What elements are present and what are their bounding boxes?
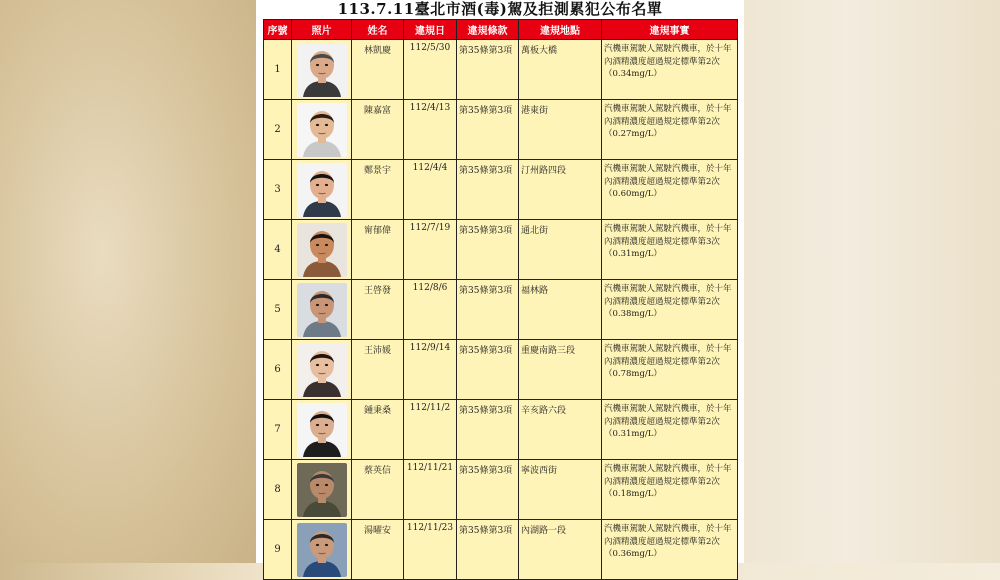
row-fact: 汽機車駕駛人駕駛汽機車，於十年內酒精濃度超過規定標準第2次（0.36mg/L） bbox=[602, 520, 738, 580]
row-seq: 3 bbox=[264, 160, 292, 220]
row-name: 陳嘉富 bbox=[352, 100, 404, 160]
portrait-photo bbox=[297, 43, 347, 97]
header-name: 姓名 bbox=[352, 20, 404, 40]
page-title: 113.7.11臺北市酒(毒)駕及拒測累犯公布名單 bbox=[337, 0, 663, 18]
row-article: 第35條第3項 bbox=[457, 280, 519, 340]
row-seq: 8 bbox=[264, 460, 292, 520]
offender-table bbox=[263, 19, 738, 580]
row-article: 第35條第3項 bbox=[457, 400, 519, 460]
row-fact: 汽機車駕駛人駕駛汽機車，於十年內酒精濃度超過規定標準第2次（0.27mg/L） bbox=[602, 100, 738, 160]
table-row bbox=[264, 280, 738, 340]
row-location: 汀州路四段 bbox=[519, 160, 602, 220]
portrait-photo bbox=[297, 103, 347, 157]
row-article: 第35條第3項 bbox=[457, 220, 519, 280]
table-row bbox=[264, 100, 738, 160]
row-date: 112/4/13 bbox=[404, 100, 457, 160]
row-name: 鄭景宇 bbox=[352, 160, 404, 220]
table-header-row bbox=[264, 20, 738, 40]
row-seq: 9 bbox=[264, 520, 292, 580]
row-photo bbox=[292, 100, 352, 160]
row-article: 第35條第3項 bbox=[457, 340, 519, 400]
row-article: 第35條第3項 bbox=[457, 160, 519, 220]
row-fact: 汽機車駕駛人駕駛汽機車，於十年內酒精濃度超過規定標準第2次（0.60mg/L） bbox=[602, 160, 738, 220]
row-fact: 汽機車駕駛人駕駛汽機車，於十年內酒精濃度超過規定標準第2次（0.38mg/L） bbox=[602, 280, 738, 340]
row-seq: 6 bbox=[264, 340, 292, 400]
row-location: 辛亥路六段 bbox=[519, 400, 602, 460]
table-row bbox=[264, 460, 738, 520]
row-photo bbox=[292, 400, 352, 460]
row-location: 重慶南路三段 bbox=[519, 340, 602, 400]
row-location: 內湖路一段 bbox=[519, 520, 602, 580]
row-name: 湯曜安 bbox=[352, 520, 404, 580]
row-article: 第35條第3項 bbox=[457, 40, 519, 100]
row-photo bbox=[292, 280, 352, 340]
header-seq: 序號 bbox=[264, 20, 292, 40]
table-row bbox=[264, 40, 738, 100]
header-article: 違規條款 bbox=[457, 20, 519, 40]
row-date: 112/5/30 bbox=[404, 40, 457, 100]
row-fact: 汽機車駕駛人駕駛汽機車，於十年內酒精濃度超過規定標準第2次（0.78mg/L） bbox=[602, 340, 738, 400]
row-photo bbox=[292, 40, 352, 100]
offender-list-sheet bbox=[256, 0, 744, 563]
row-fact: 汽機車駕駛人駕駛汽機車，於十年內酒精濃度超過規定標準第2次（0.31mg/L） bbox=[602, 400, 738, 460]
row-fact: 汽機車駕駛人駕駛汽機車，於十年內酒精濃度超過規定標準第3次（0.31mg/L） bbox=[602, 220, 738, 280]
row-date: 112/11/21 bbox=[404, 460, 457, 520]
portrait-photo bbox=[297, 223, 347, 277]
row-date: 112/9/14 bbox=[404, 340, 457, 400]
row-date: 112/8/6 bbox=[404, 280, 457, 340]
row-photo bbox=[292, 220, 352, 280]
table-row bbox=[264, 520, 738, 580]
row-date: 112/11/23 bbox=[404, 520, 457, 580]
row-date: 112/11/2 bbox=[404, 400, 457, 460]
blurred-background-right bbox=[744, 0, 1000, 563]
row-seq: 7 bbox=[264, 400, 292, 460]
row-location: 萬板大橋 bbox=[519, 40, 602, 100]
row-article: 第35條第3項 bbox=[457, 100, 519, 160]
row-seq: 5 bbox=[264, 280, 292, 340]
table-row bbox=[264, 340, 738, 400]
portrait-photo bbox=[297, 163, 347, 217]
row-photo bbox=[292, 460, 352, 520]
row-seq: 2 bbox=[264, 100, 292, 160]
row-date: 112/7/19 bbox=[404, 220, 457, 280]
row-location: 福林路 bbox=[519, 280, 602, 340]
header-fact: 違規事實 bbox=[602, 20, 738, 40]
row-name: 蔡英信 bbox=[352, 460, 404, 520]
row-photo bbox=[292, 340, 352, 400]
row-name: 林凱慶 bbox=[352, 40, 404, 100]
row-location: 通北街 bbox=[519, 220, 602, 280]
row-photo bbox=[292, 160, 352, 220]
header-photo: 照片 bbox=[292, 20, 352, 40]
row-date: 112/4/4 bbox=[404, 160, 457, 220]
row-name: 甯郁偉 bbox=[352, 220, 404, 280]
portrait-photo bbox=[297, 523, 347, 577]
row-photo bbox=[292, 520, 352, 580]
row-name: 王沛媛 bbox=[352, 340, 404, 400]
row-article: 第35條第3項 bbox=[457, 460, 519, 520]
portrait-photo bbox=[297, 283, 347, 337]
table-row bbox=[264, 160, 738, 220]
row-location: 寧波西街 bbox=[519, 460, 602, 520]
header-date: 違規日 bbox=[404, 20, 457, 40]
portrait-photo bbox=[297, 463, 347, 517]
blurred-background-left bbox=[0, 0, 256, 563]
header-location: 違規地點 bbox=[519, 20, 602, 40]
row-fact: 汽機車駕駛人駕駛汽機車，於十年內酒精濃度超過規定標準第2次（0.18mg/L） bbox=[602, 460, 738, 520]
row-seq: 4 bbox=[264, 220, 292, 280]
row-article: 第35條第3項 bbox=[457, 520, 519, 580]
table-row bbox=[264, 220, 738, 280]
portrait-photo bbox=[297, 343, 347, 397]
table-row bbox=[264, 400, 738, 460]
row-location: 港東街 bbox=[519, 100, 602, 160]
row-seq: 1 bbox=[264, 40, 292, 100]
row-name: 鍾秉桑 bbox=[352, 400, 404, 460]
row-fact: 汽機車駕駛人駕駛汽機車，於十年內酒精濃度超過規定標準第2次（0.34mg/L） bbox=[602, 40, 738, 100]
row-name: 王啓發 bbox=[352, 280, 404, 340]
portrait-photo bbox=[297, 403, 347, 457]
